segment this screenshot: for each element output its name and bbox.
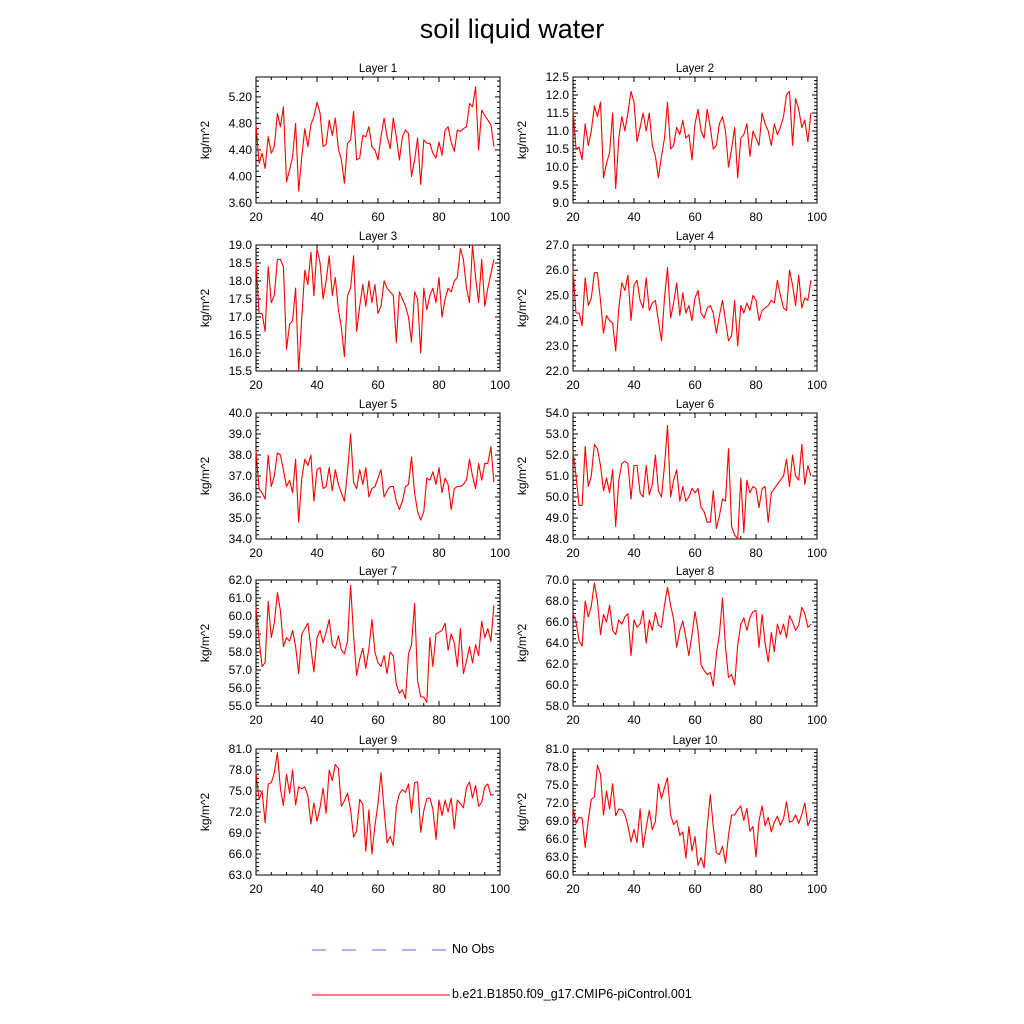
x-tick-label: 40 [310, 713, 324, 727]
x-tick-label: 100 [806, 546, 828, 560]
y-tick-label: 25.0 [545, 288, 569, 303]
legend-label-model: b.e21.B1850.f09_g17.CMIP6-piControl.001 [452, 987, 692, 1001]
y-tick-label: 18.5 [228, 256, 252, 270]
series-line [573, 426, 811, 539]
series-line [256, 434, 494, 522]
x-tick-label: 60 [688, 546, 702, 560]
y-tick-label: 60.0 [545, 868, 569, 882]
x-tick-label: 100 [806, 713, 828, 727]
y-axis-label: kg/m^2 [515, 792, 529, 832]
panel-layer-2 [515, 63, 827, 224]
y-tick-label: 24.0 [545, 313, 569, 328]
x-tick-label: 60 [688, 210, 702, 224]
y-axis-label: kg/m^2 [198, 288, 212, 328]
x-tick-label: 60 [371, 882, 385, 896]
y-tick-label: 10.5 [545, 142, 569, 156]
series-line [573, 583, 811, 686]
panel-title: Layer 4 [675, 231, 715, 243]
plot-frame [256, 77, 500, 203]
x-tick-label: 40 [310, 882, 324, 896]
y-tick-label: 57.0 [228, 663, 252, 677]
plot-frame [256, 413, 500, 539]
y-tick-label: 72.0 [545, 796, 569, 810]
panel-layer-3 [198, 231, 510, 392]
y-tick-label: 66.0 [228, 847, 252, 861]
plot-frame [573, 749, 817, 875]
x-tick-label: 100 [489, 210, 511, 224]
y-tick-label: 81.0 [228, 742, 252, 756]
x-tick-label: 80 [432, 210, 446, 224]
panel-layer-4 [515, 231, 827, 392]
legend-swatch-model [312, 989, 452, 1001]
panel-title: Layer 10 [672, 735, 718, 747]
series-line [256, 87, 494, 191]
x-tick-label: 20 [566, 882, 580, 896]
y-tick-label: 16.5 [228, 328, 252, 342]
y-tick-label: 58.0 [545, 699, 569, 713]
panel-title: Layer 7 [358, 566, 398, 578]
y-tick-label: 58.0 [228, 645, 252, 659]
y-tick-label: 78.0 [228, 763, 252, 777]
x-tick-label: 40 [627, 882, 641, 896]
panel-layer-5 [198, 399, 510, 560]
y-tick-label: 69.0 [545, 814, 569, 828]
y-tick-label: 64.0 [545, 636, 569, 650]
y-axis-label: kg/m^2 [198, 792, 212, 832]
y-tick-label: 55.0 [228, 699, 252, 713]
plot-frame [573, 580, 817, 706]
y-tick-label: 66.0 [545, 832, 569, 846]
y-tick-label: 9.5 [552, 178, 569, 192]
y-tick-label: 26.0 [545, 263, 569, 278]
x-tick-label: 40 [627, 378, 641, 392]
series-line [256, 245, 494, 371]
y-tick-label: 35.0 [228, 511, 252, 525]
x-tick-label: 40 [310, 378, 324, 392]
y-axis-label: kg/m^2 [515, 120, 529, 160]
x-tick-label: 80 [749, 713, 763, 727]
y-tick-label: 52.0 [545, 448, 569, 462]
y-tick-label: 81.0 [545, 742, 569, 756]
panel-layer-1 [198, 63, 510, 224]
x-tick-label: 60 [688, 713, 702, 727]
x-tick-label: 80 [432, 882, 446, 896]
y-tick-label: 40.0 [228, 406, 252, 420]
x-tick-label: 40 [310, 546, 324, 560]
panel-title: Layer 5 [358, 399, 398, 411]
y-tick-label: 4.40 [228, 142, 252, 157]
x-tick-label: 60 [371, 378, 385, 392]
x-tick-label: 80 [432, 713, 446, 727]
y-axis-label: kg/m^2 [198, 120, 212, 160]
x-tick-label: 20 [566, 546, 580, 560]
y-tick-label: 54.0 [545, 406, 569, 420]
y-tick-label: 70.0 [545, 573, 569, 587]
plot-frame [256, 749, 500, 875]
panel-title: Layer 6 [675, 399, 715, 411]
x-tick-label: 20 [566, 713, 580, 727]
y-tick-label: 10.0 [545, 160, 569, 174]
x-tick-label: 100 [806, 882, 828, 896]
y-tick-label: 5.20 [228, 89, 252, 104]
panel-title: Layer 1 [358, 63, 398, 75]
x-tick-label: 60 [371, 546, 385, 560]
y-tick-label: 34.0 [228, 532, 252, 546]
y-tick-label: 16.0 [228, 346, 252, 360]
x-tick-label: 60 [371, 713, 385, 727]
plot-frame [573, 245, 817, 371]
panel-title: Layer 2 [675, 63, 715, 75]
y-tick-label: 22.0 [545, 364, 569, 378]
x-tick-label: 20 [566, 378, 580, 392]
panel-title: Layer 3 [358, 231, 398, 243]
x-tick-label: 20 [249, 378, 263, 392]
y-axis-label: kg/m^2 [198, 623, 212, 663]
y-axis-label: kg/m^2 [515, 456, 529, 496]
y-tick-label: 48.0 [545, 532, 569, 546]
y-tick-label: 60.0 [228, 609, 252, 623]
y-tick-label: 75.0 [228, 784, 252, 798]
plot-frame [573, 77, 817, 203]
y-tick-label: 62.0 [545, 657, 569, 671]
y-tick-label: 49.0 [545, 511, 569, 525]
x-tick-label: 60 [688, 882, 702, 896]
y-tick-label: 61.0 [228, 591, 252, 605]
x-tick-label: 80 [432, 546, 446, 560]
y-tick-label: 72.0 [228, 805, 252, 819]
x-tick-label: 40 [627, 210, 641, 224]
x-tick-label: 60 [371, 210, 385, 224]
panel-layer-6 [515, 399, 827, 560]
y-tick-label: 11.5 [546, 106, 569, 120]
x-tick-label: 20 [249, 713, 263, 727]
x-tick-label: 80 [749, 210, 763, 224]
y-axis-label: kg/m^2 [515, 623, 529, 663]
y-tick-label: 18.0 [228, 274, 252, 288]
x-tick-label: 20 [249, 546, 263, 560]
y-tick-label: 66.0 [545, 615, 569, 629]
series-line [256, 753, 494, 855]
panel-title: Layer 9 [358, 735, 398, 747]
panel-title: Layer 8 [675, 566, 715, 578]
y-tick-label: 69.0 [228, 826, 252, 840]
series-line [573, 268, 811, 351]
y-tick-label: 12.5 [545, 70, 569, 84]
x-tick-label: 100 [806, 210, 828, 224]
plot-frame [256, 580, 500, 706]
x-tick-label: 80 [749, 378, 763, 392]
y-tick-label: 53.0 [545, 427, 569, 441]
series-line [573, 765, 811, 868]
x-tick-label: 80 [749, 546, 763, 560]
legend-label-no-obs: No Obs [452, 942, 495, 956]
panel-layer-7 [198, 566, 510, 727]
x-tick-label: 20 [566, 210, 580, 224]
y-tick-label: 27.0 [545, 238, 569, 252]
y-tick-label: 51.0 [545, 469, 569, 483]
x-tick-label: 100 [489, 713, 511, 727]
y-tick-label: 63.0 [228, 868, 252, 882]
x-tick-label: 100 [806, 378, 828, 392]
plot-frame [573, 413, 817, 539]
x-tick-label: 80 [432, 378, 446, 392]
y-tick-label: 17.5 [228, 292, 252, 306]
x-tick-label: 100 [489, 882, 511, 896]
y-axis-label: kg/m^2 [515, 288, 529, 328]
y-tick-label: 19.0 [228, 238, 252, 252]
y-tick-label: 56.0 [228, 681, 252, 695]
y-tick-label: 37.0 [228, 469, 252, 483]
y-tick-label: 75.0 [545, 778, 569, 792]
y-tick-label: 15.5 [228, 364, 252, 378]
x-tick-label: 40 [310, 210, 324, 224]
y-tick-label: 36.0 [228, 490, 252, 504]
x-tick-label: 40 [627, 546, 641, 560]
y-tick-label: 59.0 [228, 627, 252, 641]
y-tick-label: 38.0 [228, 448, 252, 462]
x-tick-label: 60 [688, 378, 702, 392]
y-tick-label: 78.0 [545, 760, 569, 774]
series-line [573, 91, 811, 188]
x-tick-label: 100 [489, 546, 511, 560]
y-tick-label: 39.0 [228, 427, 252, 441]
y-tick-label: 11.0 [546, 124, 569, 138]
y-tick-label: 60.0 [545, 678, 569, 692]
panel-layer-10 [515, 735, 827, 896]
y-tick-label: 50.0 [545, 490, 569, 504]
y-tick-label: 3.60 [228, 196, 252, 210]
y-tick-label: 62.0 [228, 573, 252, 587]
legend-swatch-no-obs [312, 944, 452, 956]
x-tick-label: 20 [249, 210, 263, 224]
y-tick-label: 17.0 [228, 310, 252, 324]
x-tick-label: 20 [249, 882, 263, 896]
y-tick-label: 68.0 [545, 594, 569, 608]
x-tick-label: 100 [489, 378, 511, 392]
y-tick-label: 9.0 [552, 196, 569, 210]
y-tick-label: 23.0 [545, 338, 569, 353]
panel-layer-9 [198, 735, 510, 896]
y-tick-label: 4.00 [228, 169, 252, 184]
y-tick-label: 63.0 [545, 850, 569, 864]
y-axis-label: kg/m^2 [198, 456, 212, 496]
x-tick-label: 80 [749, 882, 763, 896]
series-line [256, 585, 494, 702]
main-title: soil liquid water [419, 14, 605, 44]
y-tick-label: 12.0 [545, 88, 569, 102]
panel-layer-8 [515, 566, 827, 727]
x-tick-label: 40 [627, 713, 641, 727]
y-tick-label: 4.80 [228, 116, 252, 131]
